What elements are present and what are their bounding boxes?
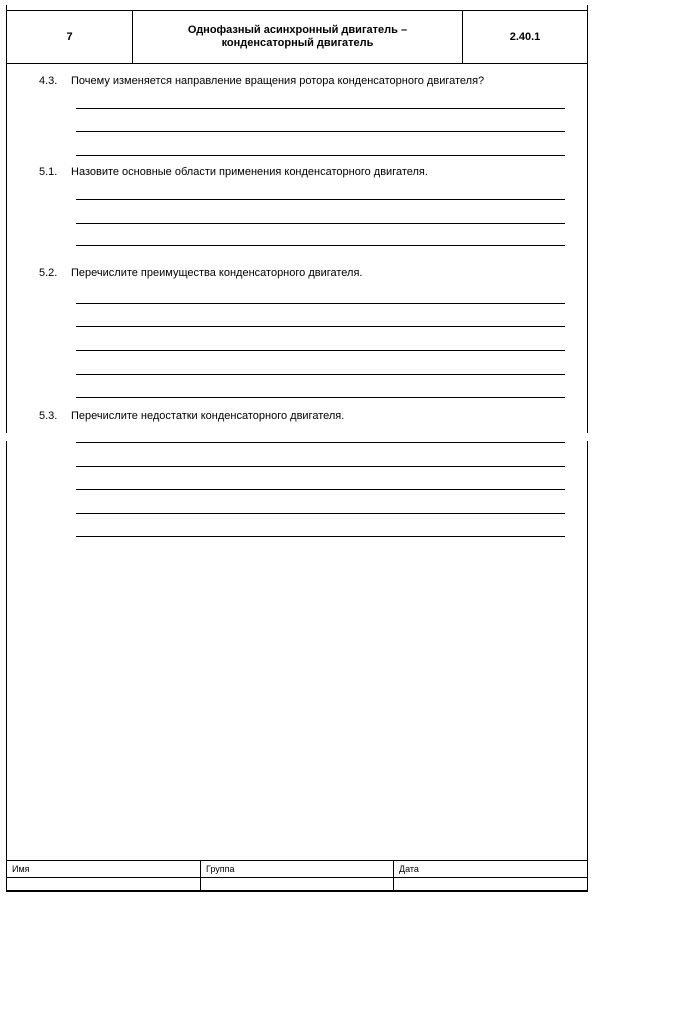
page-number: 7 <box>7 11 133 63</box>
title-line-1: Однофазный асинхронный двигатель – <box>187 24 408 36</box>
question-text: Почему изменяется направление вращения ротора конденсаторного двигателя? <box>71 75 485 87</box>
answer-line[interactable] <box>76 326 565 327</box>
question-text: Назовите основные области применения конденсаторного двигателя. <box>71 166 428 178</box>
answer-line[interactable] <box>76 466 565 467</box>
name-field[interactable] <box>7 878 201 891</box>
document-code: 2.40.1 <box>509 30 541 43</box>
answer-line[interactable] <box>76 397 565 398</box>
answer-line[interactable] <box>76 489 565 490</box>
question-text: Перечислите недостатки конденсаторного двигателя. <box>71 410 345 422</box>
answer-line[interactable] <box>76 303 565 304</box>
answer-line[interactable] <box>76 442 565 443</box>
answer-line[interactable] <box>76 245 565 246</box>
question-5-2 <box>39 267 362 279</box>
footer-values-row <box>7 878 587 891</box>
header-table <box>7 10 587 64</box>
group-label: Группа <box>201 861 394 877</box>
answer-line[interactable] <box>76 108 565 109</box>
group-field[interactable] <box>201 878 394 891</box>
question-5-1 <box>39 166 428 178</box>
border-gap-right <box>586 433 589 441</box>
question-number: 5.3. <box>39 410 58 422</box>
footer-labels-row <box>7 861 587 878</box>
date-label: Дата <box>399 864 419 874</box>
worksheet-page <box>6 5 588 892</box>
answer-line[interactable] <box>76 155 565 156</box>
question-text: Перечислите преимущества конденсаторного двигателя. <box>71 267 363 279</box>
footer-table <box>7 860 587 891</box>
worksheet-title <box>133 11 463 63</box>
answer-line[interactable] <box>76 350 565 351</box>
date-field[interactable] <box>394 878 587 891</box>
question-4-3 <box>39 75 484 87</box>
question-number: 5.2. <box>39 267 58 279</box>
border-gap-left <box>5 433 8 441</box>
answer-line[interactable] <box>76 223 565 224</box>
name-label: Имя <box>7 861 201 877</box>
question-5-3 <box>39 410 344 422</box>
answer-line[interactable] <box>76 374 565 375</box>
question-number: 4.3. <box>39 75 58 87</box>
answer-line[interactable] <box>76 536 565 537</box>
question-number: 5.1. <box>39 166 58 178</box>
answer-line[interactable] <box>76 513 565 514</box>
answer-line[interactable] <box>76 131 565 132</box>
answer-line[interactable] <box>76 199 565 200</box>
title-line-2: конденсаторный двигатель <box>221 37 374 49</box>
